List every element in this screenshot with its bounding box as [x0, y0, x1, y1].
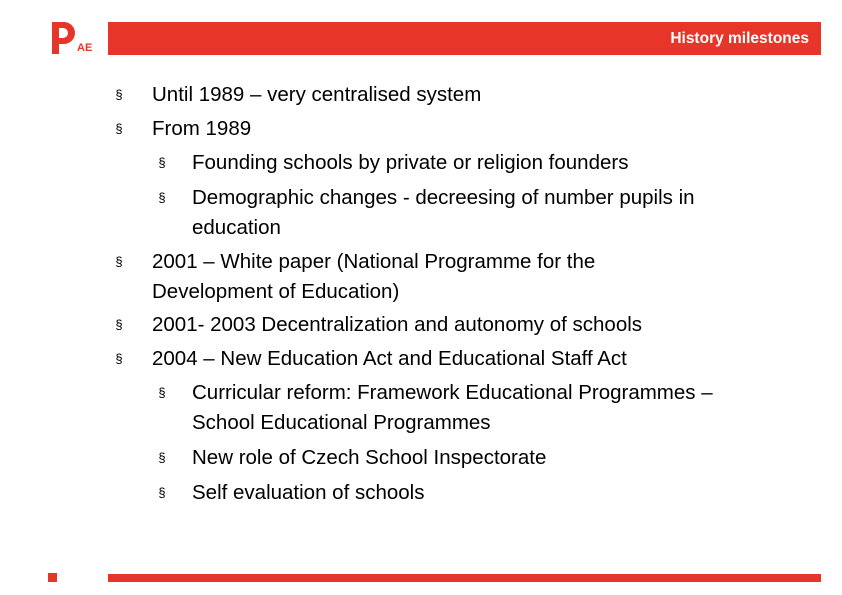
- sub-list-item: New role of Czech School Inspectorate: [192, 446, 547, 469]
- bullet-icon: §: [115, 254, 123, 269]
- sub-list-item: Curricular reform: Framework Educational Programmes –: [192, 381, 713, 404]
- bullet-icon: §: [158, 385, 166, 400]
- sub-list-item: Demographic changes - decreesing of number pupils in: [192, 186, 695, 209]
- sub-list-item-continuation: education: [192, 216, 281, 239]
- footer-bar: [108, 574, 821, 582]
- sub-list-item: Self evaluation of schools: [192, 481, 425, 504]
- list-item: From 1989: [152, 117, 252, 140]
- list-item: 2004 – New Education Act and Educational Staff Act: [152, 347, 627, 370]
- slide-title: History milestones: [670, 30, 809, 47]
- list-item-continuation: Development of Education): [152, 280, 400, 303]
- bullet-icon: §: [158, 190, 166, 205]
- bullet-icon: §: [158, 155, 166, 170]
- list-item: 2001- 2003 Decentralization and autonomy of schools: [152, 313, 643, 336]
- bullet-icon: §: [115, 351, 123, 366]
- bullet-icon: §: [115, 317, 123, 332]
- bullet-icon: §: [158, 485, 166, 500]
- sub-list-item: Founding schools by private or religion founders: [192, 151, 629, 174]
- list-item: 2001 – White paper (National Programme for the: [152, 250, 596, 273]
- bullet-icon: §: [158, 450, 166, 465]
- bullet-icon: §: [115, 121, 123, 136]
- logo-text: AE: [77, 42, 93, 54]
- sub-list-item-continuation: School Educational Programmes: [192, 411, 491, 434]
- bullet-icon: §: [115, 87, 123, 102]
- list-item: Until 1989 – very centralised system: [152, 83, 482, 106]
- footer-square: [48, 573, 57, 582]
